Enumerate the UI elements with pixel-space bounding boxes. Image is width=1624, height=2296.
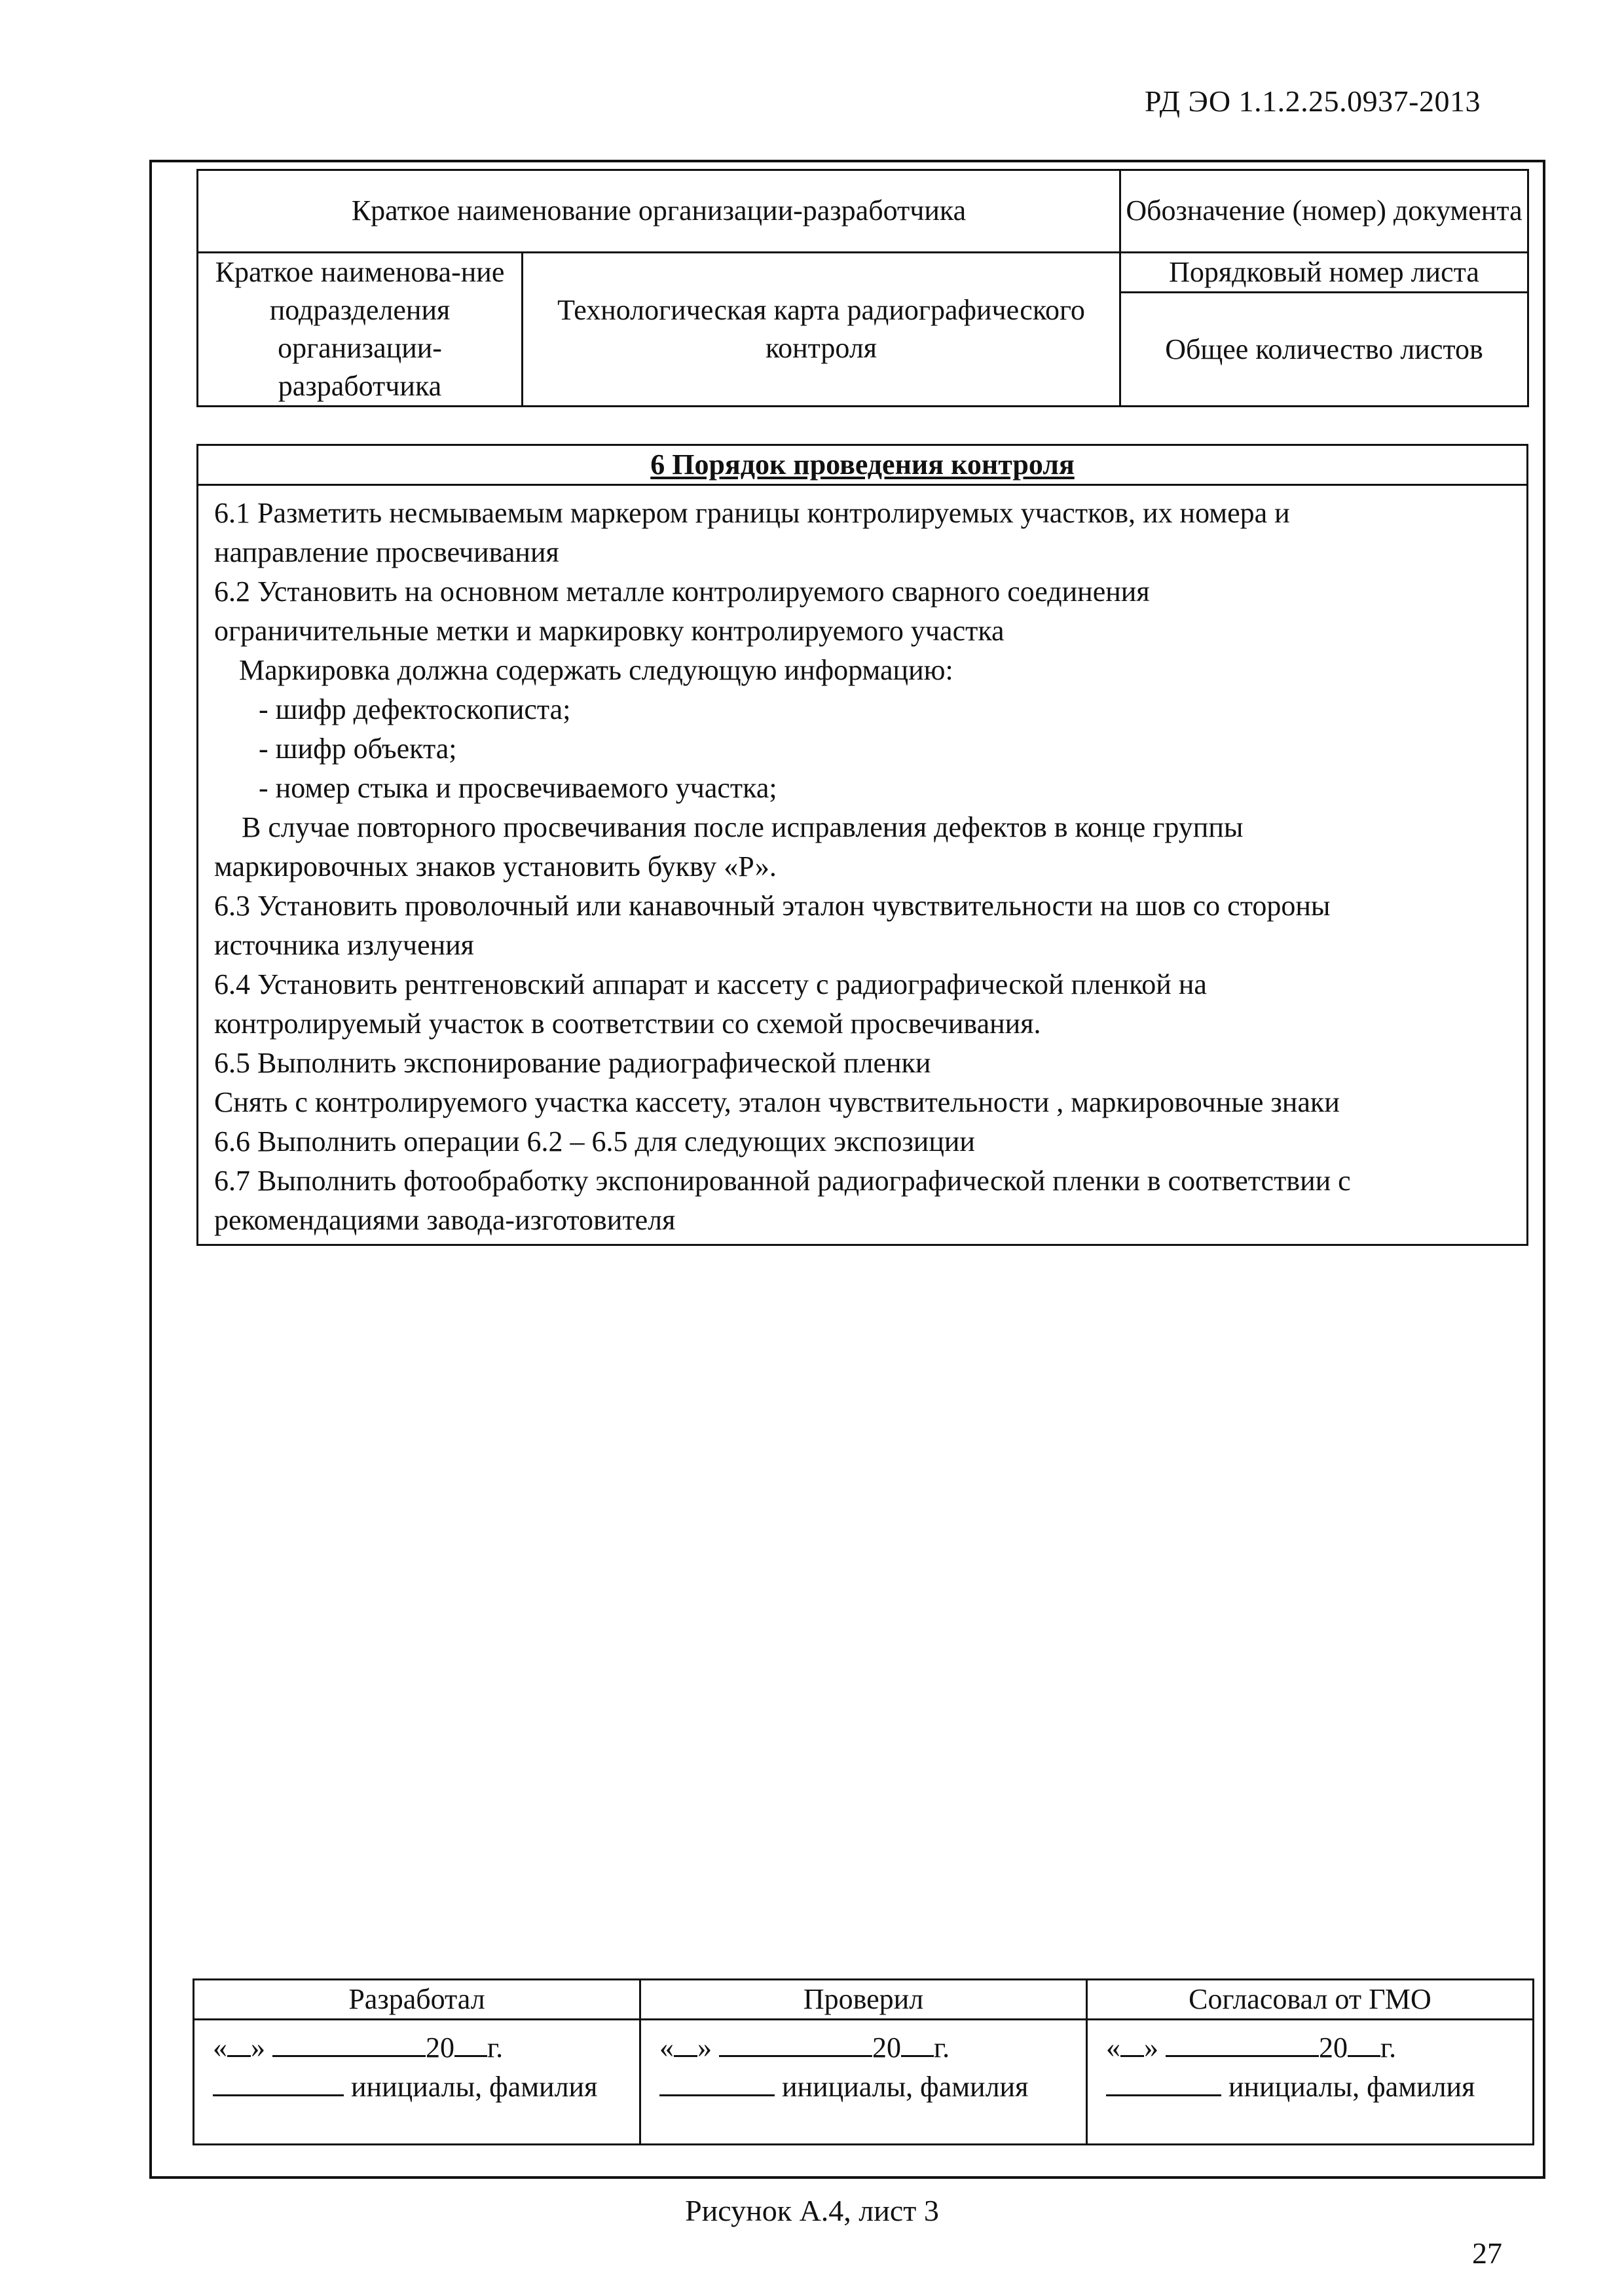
- signature-header-developed: Разработал: [194, 1980, 640, 2020]
- signature-line: инициалы, фамилия: [1106, 2068, 1532, 2107]
- year-blank: [454, 2033, 487, 2057]
- procedure-line: 6.6 Выполнить операции 6.2 – 6.5 для следующих экспозиции: [214, 1125, 975, 1158]
- procedure-line: маркировочных знаков установить букву «Р».: [214, 850, 777, 883]
- procedure-line: направление просвечивания: [214, 536, 559, 569]
- signature-blank: [213, 2072, 344, 2096]
- page-number: 27: [1472, 2236, 1502, 2270]
- header-table: [196, 169, 1529, 407]
- signature-header-approved: Согласовал от ГМО: [1087, 1980, 1534, 2020]
- signature-header-checked: Проверил: [640, 1980, 1087, 2020]
- procedure-line: контролируемый участок в соответствии со схемой просвечивания.: [214, 1008, 1041, 1040]
- total-sheets-cell: Общее количество листов: [1120, 293, 1528, 407]
- signature-line: инициалы, фамилия: [659, 2068, 1086, 2107]
- section-title: 6 Порядок проведения контроля: [198, 445, 1528, 485]
- doc-designation-cell: Обозначение (номер) документа: [1120, 170, 1528, 253]
- day-blank: [227, 2033, 251, 2057]
- signature-table: [193, 1978, 1534, 2145]
- day-blank: [674, 2033, 697, 2057]
- section-body: [198, 485, 1528, 1245]
- procedure-line: источника излучения: [214, 929, 474, 962]
- procedure-line: ограничительные метки и маркировку контролируемого участка: [214, 615, 1005, 647]
- signature-cell-checked: [640, 2020, 1087, 2145]
- procedure-table: [196, 444, 1528, 1246]
- procedure-line: 6.5 Выполнить экспонирование радиографической пленки: [214, 1047, 931, 1080]
- procedure-line: рекомендациями завода-изготовителя: [214, 1204, 676, 1237]
- sheet-number-cell: Порядковый номер листа: [1120, 253, 1528, 293]
- day-blank: [1120, 2033, 1144, 2057]
- procedure-line: Снять с контролируемого участка кассету, эталон чувствительности , маркировочные знаки: [214, 1086, 1340, 1119]
- signature-line: инициалы, фамилия: [213, 2068, 639, 2107]
- date-line: « » 20 г.: [659, 2032, 950, 2064]
- signature-cell-approved: [1087, 2020, 1534, 2145]
- subdivision-cell: Краткое наименова-ние подразделения организации-разработчика: [198, 253, 523, 407]
- procedure-line: 6.2 Установить на основном металле контролируемого сварного соединения: [214, 575, 1150, 608]
- signature-blank: [1106, 2072, 1221, 2096]
- procedure-line: 6.3 Установить проволочный или канавочный эталон чувствительности на шов со стороны: [214, 890, 1331, 922]
- procedure-line: 6.1 Разметить несмываемым маркером границы контролируемых участков, их номера и: [214, 497, 1290, 530]
- date-line: « » 20 г.: [1106, 2032, 1397, 2064]
- procedure-list-item: - шифр дефектоскописта;: [259, 693, 571, 726]
- procedure-line: 6.7 Выполнить фотообработку экспонированной радиографической пленки в соответствии с: [214, 1165, 1351, 1197]
- procedure-list-item: - шифр объекта;: [259, 733, 457, 765]
- year-blank: [1348, 2033, 1380, 2057]
- month-blank: [1166, 2033, 1319, 2057]
- year-blank: [901, 2033, 934, 2057]
- org-name-cell: Краткое наименование организации-разработчика: [198, 170, 1120, 253]
- procedure-line: Маркировка должна содержать следующую информацию:: [239, 654, 953, 687]
- figure-caption: Рисунок А.4, лист 3: [685, 2194, 939, 2227]
- month-blank: [719, 2033, 872, 2057]
- procedure-list-item: - номер стыка и просвечиваемого участка;: [259, 772, 777, 805]
- signature-cell-developed: [194, 2020, 640, 2145]
- date-line: « » 20 г.: [213, 2032, 504, 2064]
- signature-blank: [659, 2072, 775, 2096]
- card-title-cell: Технологическая карта радиографического контроля: [523, 253, 1120, 407]
- procedure-line: 6.4 Установить рентгеновский аппарат и кассету с радиографической пленкой на: [214, 968, 1207, 1001]
- document-code: РД ЭО 1.1.2.25.0937-2013: [1145, 84, 1481, 118]
- month-blank: [272, 2033, 426, 2057]
- procedure-line: В случае повторного просвечивания после исправления дефектов в конце группы: [242, 811, 1244, 844]
